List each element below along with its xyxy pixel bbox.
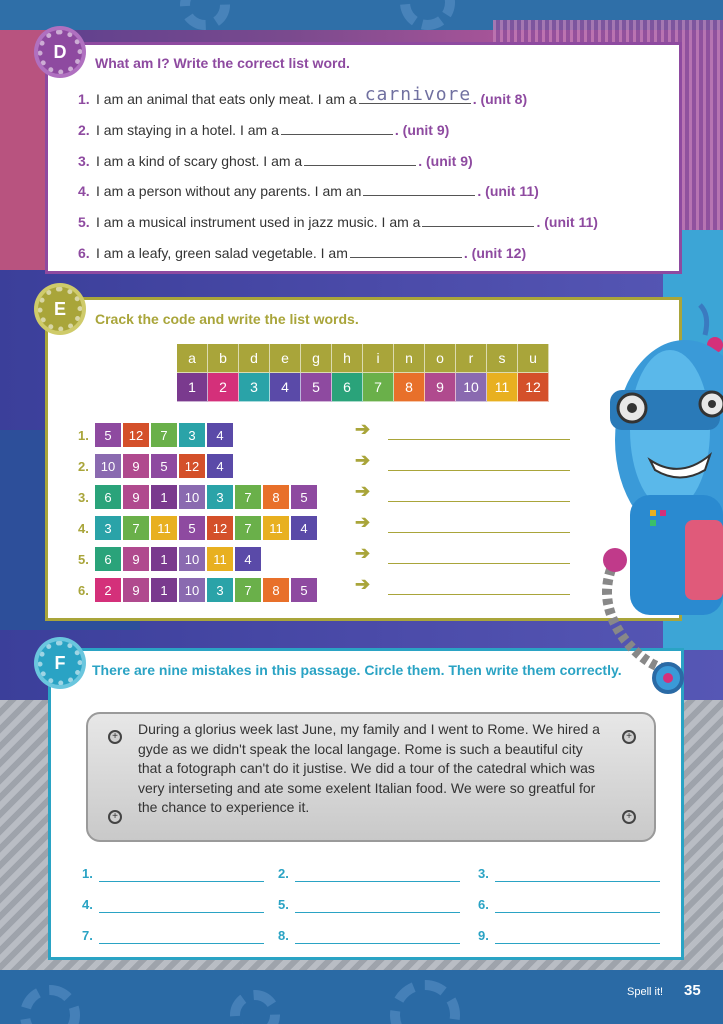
footer-label: Spell it! (627, 986, 664, 998)
correction-answer-line[interactable] (99, 943, 264, 944)
answer-blank[interactable] (281, 121, 393, 135)
correction-number: 1. (82, 866, 93, 881)
code-letter: o (425, 344, 456, 373)
answer-blank[interactable] (359, 84, 472, 105)
correction-answer-line[interactable] (99, 881, 264, 882)
question-item (78, 182, 539, 199)
code-cell: 10 (95, 454, 121, 478)
puzzle-number: 2. (78, 458, 89, 474)
code-cell: 1 (151, 578, 177, 602)
arrow-right-icon: ➔ (355, 574, 371, 594)
answer-line[interactable] (388, 563, 570, 564)
code-cell: 10 (179, 547, 205, 571)
correction-answer-line[interactable] (295, 881, 460, 882)
correction-answer-line[interactable] (295, 943, 460, 944)
code-puzzle-row (78, 423, 235, 447)
code-cell: 7 (123, 516, 149, 540)
code-cell: 8 (263, 578, 289, 602)
question-text: I am a kind of scary ghost. I am a (96, 152, 303, 169)
correction-answer-line[interactable] (99, 912, 264, 913)
code-cell: 12 (207, 516, 233, 540)
question-item (78, 121, 449, 138)
code-cell: 7 (235, 516, 261, 540)
correction-number: 4. (82, 897, 93, 912)
answer-blank[interactable] (304, 152, 416, 166)
correction-number: 2. (278, 866, 289, 881)
code-number: 2 (208, 373, 239, 402)
code-cell: 4 (207, 454, 233, 478)
code-number: 6 (332, 373, 363, 402)
code-cell: 5 (291, 485, 317, 509)
error-passage: During a glorius week last June, my family and I went to Rome. We hired a gyde as we didn't speak the local langage. Rome is such a beautiful city that a fotograph can't do it justise. We did a tour of the catedral which was very interseting and ate some exelent Italian food. We were so greatful for the chance to experience it. (138, 721, 600, 815)
screw-icon: + (108, 730, 122, 744)
code-letter: r (456, 344, 487, 373)
answer-line[interactable] (388, 594, 570, 595)
screw-icon: + (622, 730, 636, 744)
code-cell: 7 (235, 485, 261, 509)
section-f-heading: There are nine mistakes in this passage. Circle them. Then write them correctly. (92, 662, 622, 678)
code-letter: i (363, 344, 394, 373)
correction-number: 7. (82, 928, 93, 943)
answer-blank[interactable] (363, 182, 475, 196)
question-number: 2. (78, 121, 90, 138)
code-cell: 11 (263, 516, 289, 540)
code-number: 1 (177, 373, 208, 402)
question-item (78, 244, 526, 261)
question-number: 6. (78, 245, 90, 261)
screw-icon: + (108, 810, 122, 824)
correction-number: 9. (478, 928, 489, 943)
footer-band (0, 970, 723, 1024)
code-number: 8 (394, 373, 425, 402)
code-number: 11 (487, 373, 518, 402)
code-cell: 7 (235, 578, 261, 602)
unit-reference: . (unit 12) (463, 245, 527, 261)
code-cell: 10 (179, 485, 205, 509)
code-cell: 5 (95, 423, 121, 447)
code-cell: 5 (151, 454, 177, 478)
code-letter: h (332, 344, 363, 373)
robot-illustration (590, 300, 723, 720)
answer-line[interactable] (388, 501, 570, 502)
code-number: 7 (363, 373, 394, 402)
arrow-right-icon: ➔ (355, 512, 371, 532)
code-letter: g (301, 344, 332, 373)
unit-reference: . (unit 9) (394, 121, 450, 138)
puzzle-number: 5. (78, 551, 89, 567)
code-letters-row (177, 344, 549, 373)
correction-answer-line[interactable] (295, 912, 460, 913)
code-cell: 5 (179, 516, 205, 540)
code-cell: 3 (179, 423, 205, 447)
code-cell: 9 (123, 485, 149, 509)
code-cell: 4 (291, 516, 317, 540)
code-letter: d (239, 344, 270, 373)
question-item (78, 213, 598, 230)
code-number: 12 (518, 373, 549, 402)
code-number: 10 (456, 373, 487, 402)
code-number: 4 (270, 373, 301, 402)
question-number: 3. (78, 152, 90, 169)
answer-blank[interactable] (350, 244, 462, 258)
arrow-right-icon: ➔ (355, 543, 371, 563)
code-number: 3 (239, 373, 270, 402)
arrow-right-icon: ➔ (355, 450, 371, 470)
code-puzzle-row (78, 547, 263, 571)
correction-answer-line[interactable] (495, 912, 660, 913)
code-cell: 7 (151, 423, 177, 447)
code-letter: b (208, 344, 239, 373)
code-cell: 1 (151, 485, 177, 509)
code-cell: 6 (95, 485, 121, 509)
puzzle-number: 3. (78, 489, 89, 505)
unit-reference: . (unit 11) (477, 183, 539, 200)
question-number: 1. (78, 91, 90, 107)
question-number: 4. (78, 183, 90, 200)
code-cell: 5 (291, 578, 317, 602)
puzzle-number: 4. (78, 520, 89, 536)
unit-reference: . (unit 8) (472, 91, 528, 107)
code-cell: 6 (95, 547, 121, 571)
arrow-right-icon: ➔ (355, 481, 371, 501)
section-f-badge: F (38, 641, 82, 685)
code-cell: 3 (95, 516, 121, 540)
unit-reference: . (unit 11) (536, 214, 598, 231)
code-cell: 9 (123, 547, 149, 571)
code-cell: 3 (207, 578, 233, 602)
code-cell: 8 (263, 485, 289, 509)
correction-number: 3. (478, 866, 489, 881)
code-number: 9 (425, 373, 456, 402)
question-text: I am a musical instrument used in jazz music. I am a (96, 214, 421, 231)
answer-blank[interactable] (422, 213, 534, 227)
page-number: 35 (684, 982, 701, 999)
question-number: 5. (78, 214, 90, 231)
code-letter: u (518, 344, 549, 373)
code-numbers-row (177, 373, 549, 402)
correction-number: 6. (478, 897, 489, 912)
section-d-heading: What am I? Write the correct list word. (95, 55, 350, 71)
code-cell: 11 (207, 547, 233, 571)
puzzle-number: 6. (78, 582, 89, 598)
code-letter: s (487, 344, 518, 373)
question-text: I am a person without any parents. I am an (96, 183, 362, 200)
code-cell: 2 (95, 578, 121, 602)
code-cell: 10 (179, 578, 205, 602)
code-cell: 9 (123, 454, 149, 478)
code-letter: a (177, 344, 208, 373)
code-puzzle-row (78, 485, 319, 509)
code-number: 5 (301, 373, 332, 402)
correction-number: 5. (278, 897, 289, 912)
screw-icon: + (622, 810, 636, 824)
code-puzzle-row (78, 454, 235, 478)
question-item (78, 84, 528, 107)
section-e-badge: E (38, 287, 82, 331)
code-key-table (177, 344, 549, 402)
handwritten-answer: carnivore (364, 84, 472, 105)
code-cell: 11 (151, 516, 177, 540)
arrow-right-icon: ➔ (355, 419, 371, 439)
question-text: I am staying in a hotel. I am a (96, 121, 279, 138)
section-d-badge: D (38, 30, 82, 74)
puzzle-number: 1. (78, 427, 89, 443)
code-cell: 3 (207, 485, 233, 509)
section-e-heading: Crack the code and write the list words. (95, 311, 359, 327)
correction-answer-line[interactable] (495, 943, 660, 944)
code-letter: e (270, 344, 301, 373)
question-text: I am an animal that eats only meat. I am a (96, 91, 357, 107)
correction-answer-line[interactable] (495, 881, 660, 882)
answer-line[interactable] (388, 439, 570, 440)
code-cell: 4 (207, 423, 233, 447)
unit-reference: . (unit 9) (418, 152, 473, 169)
question-item (78, 152, 473, 169)
code-cell: 4 (235, 547, 261, 571)
question-text: I am a leafy, green salad vegetable. I am (96, 245, 348, 261)
code-cell: 9 (123, 578, 149, 602)
answer-line[interactable] (388, 532, 570, 533)
code-cell: 12 (179, 454, 205, 478)
code-puzzle-row (78, 578, 319, 602)
correction-number: 8. (278, 928, 289, 943)
code-puzzle-row (78, 516, 319, 540)
answer-line[interactable] (388, 470, 570, 471)
code-cell: 12 (123, 423, 149, 447)
code-cell: 1 (151, 547, 177, 571)
code-letter: n (394, 344, 425, 373)
